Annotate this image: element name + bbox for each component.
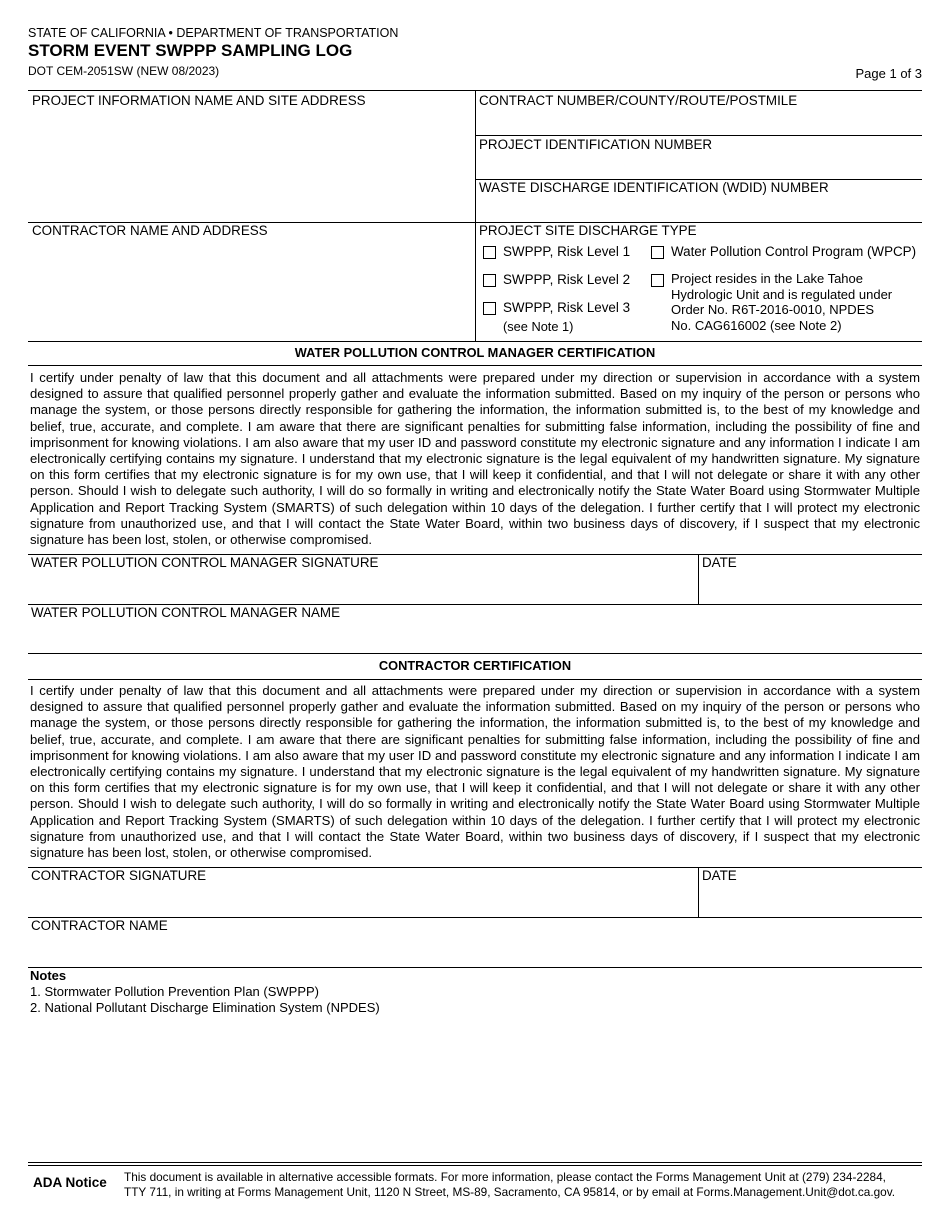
- lake-tahoe-checkbox[interactable]: [651, 274, 664, 287]
- lake-tahoe-line: No. CAG616002 (see Note 2): [671, 318, 842, 334]
- project-id-field[interactable]: [476, 136, 922, 178]
- contractor-name-field[interactable]: [28, 918, 922, 966]
- contractor-print-name-label: CONTRACTOR NAME: [31, 918, 168, 933]
- contractor-name-label: CONTRACTOR NAME AND ADDRESS: [32, 223, 268, 238]
- lake-tahoe-line: Order No. R6T-2016-0010, NPDES: [671, 302, 875, 318]
- contractor-cert-title: CONTRACTOR CERTIFICATION: [378, 658, 572, 673]
- divider: [28, 341, 922, 342]
- wpcm-signature-label: WATER POLLUTION CONTROL MANAGER SIGNATURE: [31, 555, 379, 570]
- divider: [28, 1165, 922, 1166]
- divider: [28, 1162, 922, 1163]
- agency-name: STATE OF CALIFORNIA • DEPARTMENT OF TRANSPORTATION: [28, 26, 399, 40]
- risk-level-3-label: SWPPP, Risk Level 3: [503, 300, 631, 315]
- ada-notice-label: ADA Notice: [33, 1175, 107, 1190]
- form-number: DOT CEM-2051SW (NEW 08/2023): [28, 64, 220, 78]
- page-number: Page 1 of 3: [855, 66, 922, 81]
- discharge-type-label: PROJECT SITE DISCHARGE TYPE: [479, 223, 697, 238]
- contract-number-label: CONTRACT NUMBER/COUNTY/ROUTE/POSTMILE: [479, 93, 798, 108]
- ada-notice-line: TTY 711, in writing at Forms Management Unit, 1120 N Street, MS-89, Sacramento, CA 95814, or by email at Forms.Management.Unit@dot.ca.gov.: [124, 1185, 896, 1199]
- note-item: 1. Stormwater Pollution Prevention Plan (SWPPP): [30, 984, 320, 999]
- contractor-date-label: DATE: [702, 868, 737, 883]
- wdid-label: WASTE DISCHARGE IDENTIFICATION (WDID) NUMBER: [479, 180, 829, 195]
- ada-notice-text: [124, 1170, 924, 1200]
- divider: [28, 653, 922, 654]
- contractor-signature-label: CONTRACTOR SIGNATURE: [31, 868, 207, 883]
- risk-level-1-checkbox[interactable]: [483, 246, 496, 259]
- wpcm-cert-title: WATER POLLUTION CONTROL MANAGER CERTIFICATION: [294, 345, 656, 360]
- contract-number-field[interactable]: [476, 91, 922, 134]
- wpcm-name-label: WATER POLLUTION CONTROL MANAGER NAME: [31, 605, 341, 620]
- wpcp-label: Water Pollution Control Program (WPCP): [671, 244, 917, 259]
- wpcm-cert-text: I certify under penalty of law that this document and all attachments were prepared under my direction or supervision in accordance with a system designed to assure that qualified personnel properly gather and evaluate the information submitted. Based on my inquiry of the person or persons who manage the system, or those persons directly responsible for gathering the information, the information submitted is, to the best of my knowledge and belief, true, accurate, and complete. I am aware that there are significant penalties for submitting false information, including the possibility of fine and imprisonment for knowing violations. I am also aware that my user ID and password constitute my electronic signature and any information I indicate I am electronically certifying contains my signature. I understand that my electronic signature is the legal equivalent of my handwritten signature. My signature on this form certifies that my electronic signature is for my own use, that I will keep it confidential, and that I will not delegate or share it with any other person. Should I wish to delegate such authority, I will do so formally in writing and electronically notify the State Water Board using Stormwater Multiple Application and Report Tracking System (SMARTS) of such delegation within 10 days of the delegation. I further certify that I will protect my electronic signature from unauthorized use, and that I will contact the State Water Board, within two business days of discovery, if I suspect that my electronic signature has been lost, stolen, or otherwise compromised.: [30, 370, 920, 548]
- lake-tahoe-label: [671, 271, 892, 334]
- wdid-field[interactable]: [476, 180, 922, 221]
- contractor-name-field[interactable]: [28, 223, 474, 340]
- ada-notice-line: This document is available in alternative accessible formats. For more information, please contact the Forms Management Unit at (279) 234-2284,: [124, 1170, 886, 1184]
- note-item: 2. National Pollutant Discharge Elimination System (NPDES): [30, 1000, 380, 1015]
- project-id-label: PROJECT IDENTIFICATION NUMBER: [479, 137, 713, 152]
- risk-level-3-note: (see Note 1): [503, 319, 574, 334]
- wpcm-signature-field[interactable]: [28, 555, 697, 603]
- wpcp-checkbox[interactable]: [651, 246, 664, 259]
- lake-tahoe-line: Project resides in the Lake Tahoe: [671, 271, 863, 286]
- wpcm-name-field[interactable]: [28, 605, 922, 653]
- risk-level-3-checkbox[interactable]: [483, 302, 496, 315]
- notes-section: [30, 968, 380, 1016]
- wpcm-date-field[interactable]: [699, 555, 922, 603]
- notes-title: Notes: [30, 968, 67, 983]
- contractor-date-field[interactable]: [699, 868, 922, 916]
- contractor-cert-text: I certify under penalty of law that this document and all attachments were prepared under my direction or supervision in accordance with a system designed to assure that qualified personnel properly gather and evaluate the information submitted. Based on my inquiry of the person or persons who manage the system, or those persons directly responsible for gathering the information, the information submitted is, to the best of my knowledge and belief, true, accurate, and complete. I am aware that there are significant penalties for submitting false information, including the possibility of fine and imprisonment for knowing violations. I am also aware that my user ID and password constitute my electronic signature and any information I indicate I am electronically certifying contains my signature. I understand that my electronic signature is the legal equivalent of my handwritten signature. My signature on this form certifies that my electronic signature is for my own use, that I will keep it confidential, and that I will not delegate or share it with any other person. Should I wish to delegate such authority, I will do so formally in writing and electronically notify the State Water Board using Stormwater Multiple Application and Report Tracking System (SMARTS) of such delegation within 10 days of the delegation. I further certify that I will protect my electronic signature from unauthorized use, and that I will contact the State Water Board, within two business days of discovery, if I suspect that my electronic signature has been lost, stolen, or otherwise compromised.: [30, 683, 920, 861]
- contractor-signature-field[interactable]: [28, 868, 697, 916]
- divider: [28, 679, 922, 680]
- lake-tahoe-line: Hydrologic Unit and is regulated under: [671, 286, 893, 302]
- form-title: STORM EVENT SWPPP SAMPLING LOG: [28, 41, 353, 60]
- risk-level-2-label: SWPPP, Risk Level 2: [503, 272, 631, 287]
- risk-level-1-label: SWPPP, Risk Level 1: [503, 244, 631, 259]
- project-info-label: PROJECT INFORMATION NAME AND SITE ADDRESS: [32, 93, 366, 108]
- divider: [28, 365, 922, 366]
- wpcm-date-label: DATE: [702, 555, 737, 570]
- project-info-field[interactable]: [28, 91, 474, 221]
- risk-level-2-checkbox[interactable]: [483, 274, 496, 287]
